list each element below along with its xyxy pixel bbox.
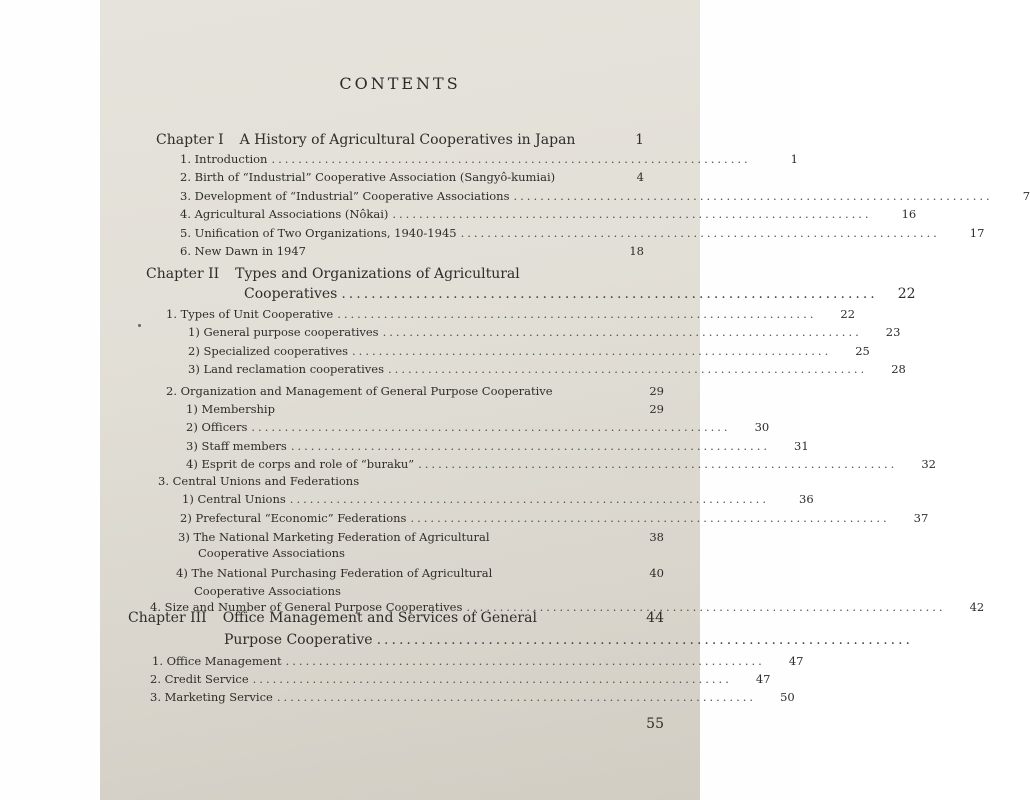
- toc-entry: [180, 511, 929, 525]
- toc-entry-page: 29: [649, 402, 664, 416]
- toc-entry-page: 40: [649, 566, 664, 580]
- chapter-2-heading-cont: [244, 286, 916, 302]
- toc-entry-label: 1. Office Management: [152, 654, 282, 668]
- leader-dots: ........................................................................: [460, 226, 940, 240]
- toc-entry-page: 16: [901, 207, 917, 221]
- toc-entry: [188, 344, 870, 358]
- toc-entry-page: 28: [891, 362, 906, 376]
- toc-entry-label: 4) Esprit de corps and role of “buraku”: [186, 457, 415, 471]
- toc-entry-label: 1. Introduction: [180, 152, 268, 166]
- leader-dots: ........................................................................: [271, 152, 751, 166]
- toc-entry: [188, 362, 906, 376]
- toc-entry: [186, 420, 770, 434]
- toc-entry-page: 47: [755, 672, 771, 686]
- leader-dots: ........................................................................: [418, 457, 898, 471]
- toc-entry-continuation: [198, 546, 518, 560]
- toc-entry-label: 3. Development of “Industrial” Cooperative Associations: [180, 189, 510, 203]
- toc-entry-page: 25: [855, 344, 870, 358]
- toc-entry-label: 4) The National Purchasing Federation of Agricultural: [176, 566, 493, 580]
- toc-entry-page: 30: [754, 420, 770, 434]
- toc-entry-label: 2. Credit Service: [150, 672, 249, 686]
- toc-entry: [180, 152, 798, 166]
- toc-entry: [186, 457, 936, 471]
- leader-dots: ........................................................................: [337, 307, 817, 321]
- toc-entry-page: 32: [921, 457, 936, 471]
- chapter-1-title: A History of Agricultural Cooperatives in Japan: [239, 132, 576, 148]
- chapter-3-heading-cont: [224, 632, 914, 648]
- toc-entry: [188, 325, 901, 339]
- print-speck: [138, 324, 141, 327]
- toc-entry-page: 36: [799, 492, 814, 506]
- chapter-3-title-line-1: Office Management and Services of General: [222, 610, 537, 626]
- chapter-2-page: 22: [897, 286, 916, 302]
- toc-entry: [186, 402, 664, 416]
- chapter-1-page: 1: [635, 132, 644, 148]
- book-page: [100, 0, 1030, 800]
- toc-entry-page: 17: [969, 226, 985, 240]
- toc-entry-page: 22: [840, 307, 856, 321]
- toc-entry: [150, 690, 795, 704]
- leader-dots: ........................................................................: [513, 189, 993, 203]
- toc-entry: [180, 189, 1030, 203]
- toc-entry-page: 18: [629, 244, 644, 258]
- leader-dots: ........................................................................: [289, 492, 769, 506]
- toc-entry-page: 23: [885, 325, 901, 339]
- toc-entry-label: 2. Organization and Management of General Purpose Cooperative: [166, 384, 553, 398]
- toc-entry-page: 4: [636, 170, 644, 184]
- leader-dots: ........................................................................: [376, 632, 914, 648]
- toc-entry: [180, 244, 644, 258]
- toc-entry: [150, 716, 664, 732]
- toc-entry-label: 3) The National Marketing Federation of Agricultural: [178, 530, 490, 544]
- chapter-3-page: 44: [646, 610, 664, 626]
- leader-dots: ........................................................................: [382, 325, 862, 339]
- toc-entry: [176, 566, 664, 580]
- chapter-3-label: Chapter III: [128, 610, 207, 626]
- leader-dots: ........................................................................: [341, 286, 878, 302]
- toc-entry-continuation: [194, 584, 514, 598]
- toc-entry-label: 3) Staff members: [186, 439, 287, 453]
- toc-entry: [180, 170, 644, 184]
- toc-entry: [182, 492, 814, 506]
- toc-entry-page: 29: [649, 384, 664, 398]
- background-left: [0, 0, 100, 800]
- chapter-1-label: Chapter I: [156, 132, 224, 148]
- toc-entry-page: 55: [646, 716, 664, 732]
- toc-entry: [166, 307, 856, 321]
- toc-entry-label: 2) Officers: [186, 420, 248, 434]
- toc-entry-label: 2) Specialized cooperatives: [188, 344, 349, 358]
- toc-entry-label: 3. Marketing Service: [150, 690, 273, 704]
- leader-dots: ........................................................................: [290, 439, 771, 453]
- toc-entry-page: 47: [788, 654, 804, 668]
- toc-entry: [158, 474, 664, 488]
- toc-entry-label: 1) Membership: [186, 402, 275, 416]
- toc-entry: [180, 207, 917, 221]
- toc-entry: [166, 384, 664, 398]
- toc-entry-label: 1. Types of Unit Cooperative: [166, 307, 334, 321]
- toc-entry-label: 3) Land reclamation cooperatives: [188, 362, 385, 376]
- chapter-2-heading: [146, 266, 644, 282]
- toc-entry: [152, 654, 804, 668]
- toc-entry-label: Cooperative Associations: [198, 546, 345, 560]
- chapter-1-heading: [156, 132, 644, 148]
- leader-dots: ........................................................................: [392, 207, 872, 221]
- toc-entry-label: 2) Prefectural “Economic” Federations: [180, 511, 407, 525]
- leader-dots: ........................................................................: [251, 420, 731, 434]
- toc-entry-label: 4. Size and Number of General Purpose Cooperatives: [150, 600, 463, 614]
- toc-entry-label: 1) Central Unions: [182, 492, 286, 506]
- leader-dots: ........................................................................: [285, 654, 765, 668]
- toc-entry: [150, 672, 771, 686]
- toc-entry: [178, 530, 664, 544]
- leader-dots: ........................................................................: [252, 672, 732, 686]
- leader-dots: ........................................................................: [466, 600, 946, 614]
- toc-entry-label: 6. New Dawn in 1947: [180, 244, 306, 258]
- toc-entry-page: 31: [794, 439, 809, 453]
- chapter-2-title-line-1: Types and Organizations of Agricultural: [235, 266, 520, 282]
- chapter-2-title-line-2: Cooperatives: [244, 286, 338, 302]
- toc-entry-page: 7: [1022, 189, 1030, 203]
- leader-dots: ........................................................................: [388, 362, 868, 376]
- leader-dots: ........................................................................: [276, 690, 757, 704]
- chapter-2-label: Chapter II: [146, 266, 220, 282]
- toc-entry-page: 42: [969, 600, 985, 614]
- toc-entry-label: Cooperative Associations: [194, 584, 341, 598]
- chapter-3-title-line-2: Purpose Cooperative: [224, 632, 373, 648]
- leader-dots: ........................................................................: [352, 344, 832, 358]
- toc-entry: [186, 439, 809, 453]
- toc-entry-label: 1) General purpose cooperatives: [188, 325, 379, 339]
- toc-entry-label: 3. Central Unions and Federations: [158, 474, 360, 488]
- toc-entry-label: 5. Unification of Two Organizations, 1940-1945: [180, 226, 457, 240]
- chapter-3-heading: [128, 610, 664, 626]
- contents-heading: CONTENTS: [339, 74, 461, 93]
- toc-entry: [180, 226, 985, 240]
- toc-entry-page: 50: [780, 690, 795, 704]
- toc-entry-page: 37: [913, 511, 929, 525]
- toc-entry-page: 38: [649, 530, 664, 544]
- toc-entry-label: 2. Birth of “Industrial” Cooperative Association (Sangyô-kumiai): [180, 170, 556, 184]
- leader-dots: ........................................................................: [410, 511, 890, 525]
- toc-entry-label: 4. Agricultural Associations (Nôkai): [180, 207, 389, 221]
- toc-entry-page: 1: [790, 152, 798, 166]
